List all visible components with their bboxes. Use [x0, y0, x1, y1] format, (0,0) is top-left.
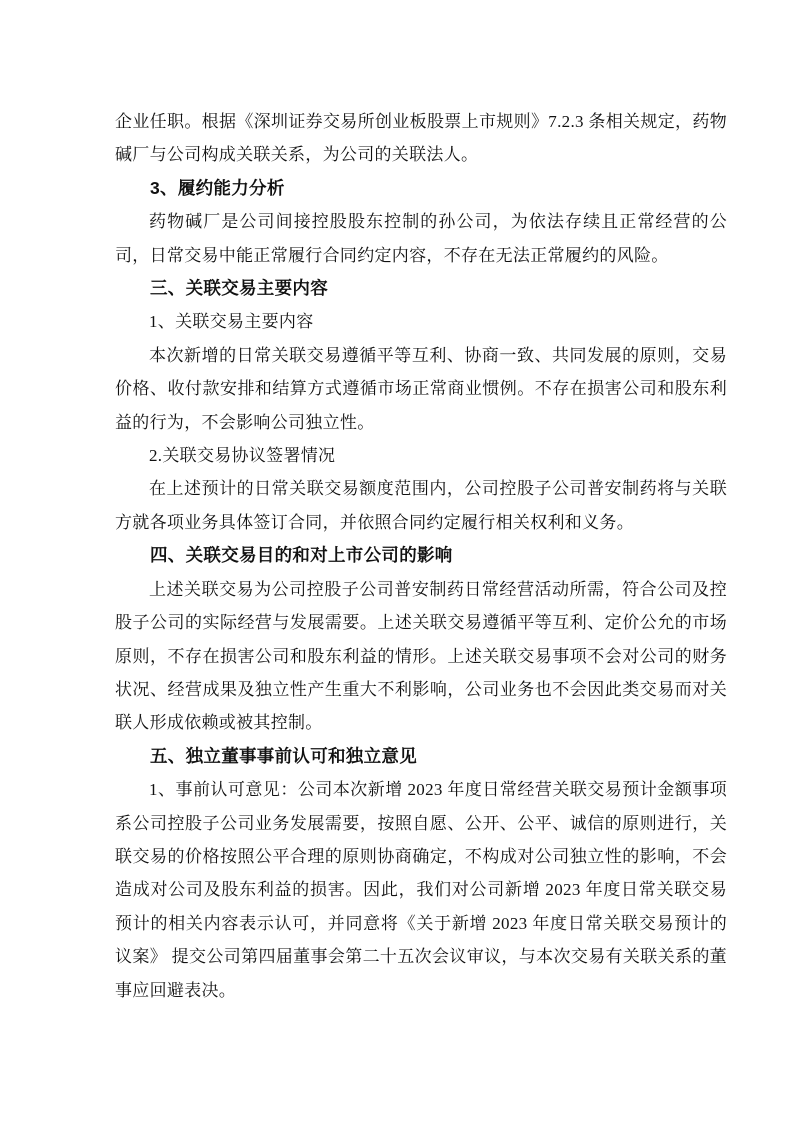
heading-3-performance-capability-analysis: 3、履约能力分析: [150, 177, 285, 198]
heading-section-three-main-content: 三、关联交易主要内容: [150, 278, 328, 299]
para-continued-from-previous-page: 企业任职。根据《深圳证券交易所创业板股票上市规则》7.2.3 条相关规定，药物碱厂与公司构成关联关系，为公司的关联法人。: [115, 112, 727, 165]
para-performance-capability: 药物碱厂是公司间接控股股东控制的孙公司，为依法存续且正常经营的公司，日常交易中能正常履行合同约定内容，不存在无法正常履约的风险。: [115, 212, 727, 265]
para-agreement-signing-detail: 在上述预计的日常关联交易额度范围内，公司控股子公司普安制药将与关联方就各项业务具体签订合同，并依照合同约定履行相关权利和义务。: [115, 479, 727, 532]
heading-section-four-purpose-and-impact: 四、关联交易目的和对上市公司的影响: [150, 545, 453, 566]
para-item-1-main-content: 1、关联交易主要内容: [149, 312, 314, 332]
para-transaction-principles: 本次新增的日常关联交易遵循平等互利、协商一致、共同发展的原则，交易价格、收付款安排和结算方式遵循市场正常商业惯例。不存在损害公司和股东利益的行为，不会影响公司独立性。: [115, 345, 727, 432]
para-prior-approval-opinion: 1、事前认可意见：公司本次新增 2023 年度日常经营关联交易预计金额事项系公司控股子公司业务发展需要，按照自愿、公开、公平、诚信的原则进行，关联交易的价格按照公平合理的原则协商确定，不构成对公司独立性的影响，不会造成对公司及股东利益的损害。因此，我们对公司新增 2023 年度日常关联交易预计的相关内容表示认可，并同意将《关于新增 2023 年度日常关联交易预计的议案》 提交公司第四届董事会第二十五次会议审议，与本次交易有关联关系的董事应回避表决。: [115, 780, 727, 1000]
document-content: [115, 105, 727, 1007]
para-purpose-and-impact: 上述关联交易为公司控股子公司普安制药日常经营活动所需，符合公司及控股子公司的实际经营与发展需要。上述关联交易遵循平等互利、定价公允的市场原则，不存在损害公司和股东利益的情形。上述关联交易事项不会对公司的财务状况、经营成果及独立性产生重大不利影响，公司业务也不会因此类交易而对关联人形成依赖或被其控制。: [115, 579, 727, 733]
heading-section-five-independent-directors-opinion: 五、独立董事事前认可和独立意见: [150, 745, 417, 766]
para-item-2-agreement-signing: 2.关联交易协议签署情况: [149, 446, 336, 466]
